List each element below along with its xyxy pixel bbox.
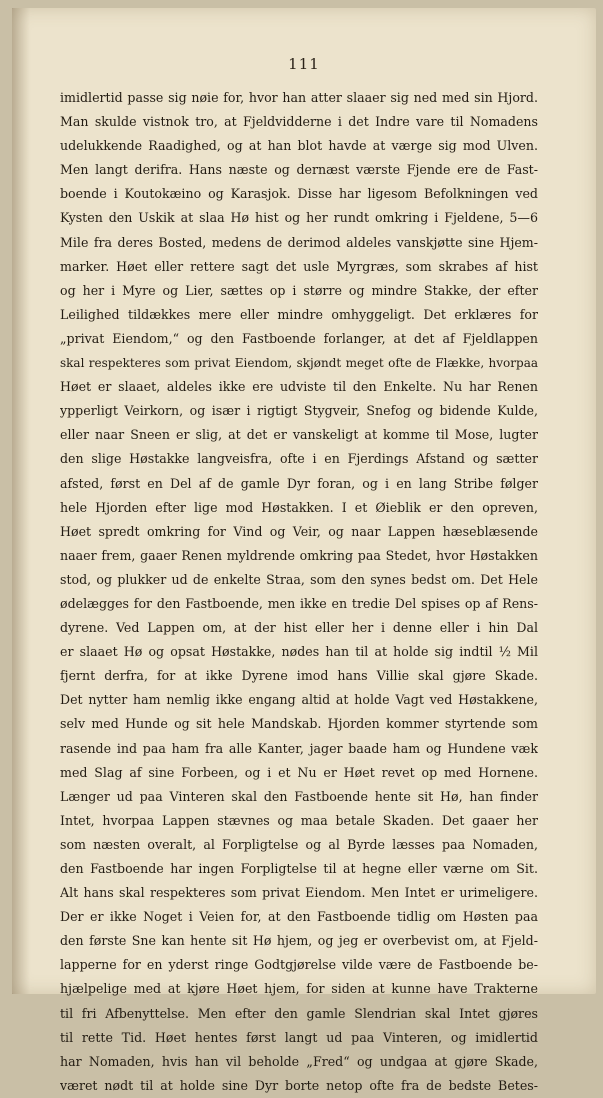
text-line: rasende ind paa ham fra alle Kanter, jager baade ham og Hundene væk bbox=[60, 740, 538, 756]
text-line: selv med Hunde og sit hele Mandskab. Hjorden kommer styrtende som bbox=[60, 716, 538, 732]
text-line: er slaaet Hø og opsat Høstakke, nødes han til at holde sig indtil ½ Mil bbox=[60, 644, 538, 660]
text-line: med Slag af sine Forbeen, og i et Nu er Høet revet op med Hornene. bbox=[60, 764, 538, 780]
text-line: har Nomaden, hvis han vil beholde „Fred“ og undgaa at gjøre Skade, bbox=[60, 1053, 538, 1069]
text-line: hele Hjorden efter lige mod Høstakken. I et Øieblik er den opreven, bbox=[60, 499, 538, 515]
text-line: boende i Koutokæino og Karasjok. Disse har ligesom Befolkningen ved bbox=[60, 186, 538, 202]
text-line: som næsten overalt, al Forpligtelse og al Byrde læsses paa Nomaden, bbox=[60, 836, 538, 852]
text-line: Leilighed tildækkes mere eller mindre omhyggeligt. Det erklæres for bbox=[60, 306, 538, 322]
text-line: den Fastboende har ingen Forpligtelse til at hegne eller værne om Sit. bbox=[60, 861, 538, 876]
page-number: 111 bbox=[288, 55, 320, 73]
text-line: den slige Høstakke langveisfra, ofte i en Fjerdings Afstand og sætter bbox=[60, 451, 538, 467]
text-line: Høet er slaaet, aldeles ikke ere udviste til den Enkelte. Nu har Renen bbox=[60, 379, 538, 395]
text-line: Længer ud paa Vinteren skal den Fastboende hente sit Hø, han finder bbox=[60, 788, 538, 804]
text-line: stod, og plukker ud de enkelte Straa, som den synes bedst om. Det Hele bbox=[60, 571, 538, 587]
text-line: eller naar Sneen er slig, at det er vanskeligt at komme til Mose, lugter bbox=[60, 427, 538, 443]
text-line: naaer frem, gaaer Renen myldrende omkring paa Stedet, hvor Høstakken bbox=[60, 547, 538, 563]
text-line: Det nytter ham nemlig ikke engang altid at holde Vagt ved Høstakkene, bbox=[60, 692, 538, 708]
text-line: Intet, hvorpaa Lappen stævnes og maa betale Skaden. Det gaaer her bbox=[60, 812, 538, 828]
text-line: skal respekteres som privat Eiendom, skjøndt meget ofte de Flække, hvorpaa bbox=[60, 356, 538, 371]
text-line: Kysten den Uskik at slaa Hø hist og her rundt omkring i Fjeldene, 5—6 bbox=[60, 210, 538, 226]
body-text bbox=[60, 86, 538, 1098]
text-line: imidlertid passe sig nøie for, hvor han atter slaaer sig ned med sin Hjord. bbox=[60, 90, 538, 105]
text-line: Der er ikke Noget i Veien for, at den Fastboende tidlig om Høsten paa bbox=[60, 909, 538, 925]
text-line: ødelægges for den Fastboende, men ikke en tredie Del spises op af Rens- bbox=[60, 595, 538, 611]
text-line: Man skulde vistnok tro, at Fjeldvidderne i det Indre vare til Nomadens bbox=[60, 114, 538, 130]
book-page bbox=[12, 8, 596, 1093]
text-line: den første Sne kan hente sit Hø hjem, og jeg er overbevist om, at Fjeld- bbox=[60, 933, 538, 949]
text-line: Men langt derifra. Hans næste og dernæst værste Fjende ere de Fast- bbox=[60, 162, 538, 178]
text-line: ypperligt Veirkorn, og især i rigtigt Stygveir, Snefog og bidende Kulde, bbox=[60, 403, 538, 419]
text-line: dyrene. Ved Lappen om, at der hist eller her i denne eller i hin Dal bbox=[60, 620, 538, 636]
text-line: afsted, først en Del af de gamle Dyr foran, og i en lang Stribe følger bbox=[60, 475, 538, 491]
text-line: Alt hans skal respekteres som privat Eiendom. Men Intet er urimeligere. bbox=[60, 885, 538, 901]
text-line: Høet spredt omkring for Vind og Veir, og naar Lappen hæseblæsende bbox=[60, 523, 538, 539]
text-line: til rette Tid. Høet hentes først langt ud paa Vinteren, og imidlertid bbox=[60, 1029, 538, 1045]
text-line: lapperne for en yderst ringe Godtgjørelse vilde være de Fastboende be- bbox=[60, 957, 538, 973]
page-gutter-shadow bbox=[12, 8, 30, 994]
text-line: hjælpelige med at kjøre Høet hjem, for siden at kunne have Trakterne bbox=[60, 981, 538, 997]
text-line: og her i Myre og Lier, sættes op i større og mindre Stakke, der efter bbox=[60, 282, 538, 298]
text-line: „privat Eiendom,“ og den Fastboende forlanger, at det af Fjeldlappen bbox=[60, 330, 538, 346]
text-line: Mile fra deres Bosted, medens de derimod aldeles vanskjøtte sine Hjem- bbox=[60, 234, 538, 250]
text-line: marker. Høet eller rettere sagt det usle Myrgræs, som skrabes af hist bbox=[60, 258, 538, 274]
text-line: til fri Afbenyttelse. Men efter den gamle Slendrian skal Intet gjøres bbox=[60, 1005, 538, 1021]
text-line: udelukkende Raadighed, og at han blot havde at værge sig mod Ulven. bbox=[60, 138, 538, 154]
text-line: fjernt derfra, for at ikke Dyrene imod hans Villie skal gjøre Skade. bbox=[60, 668, 538, 684]
text-line: været nødt til at holde sine Dyr borte netop ofte fra de bedste Betes- bbox=[60, 1077, 538, 1093]
